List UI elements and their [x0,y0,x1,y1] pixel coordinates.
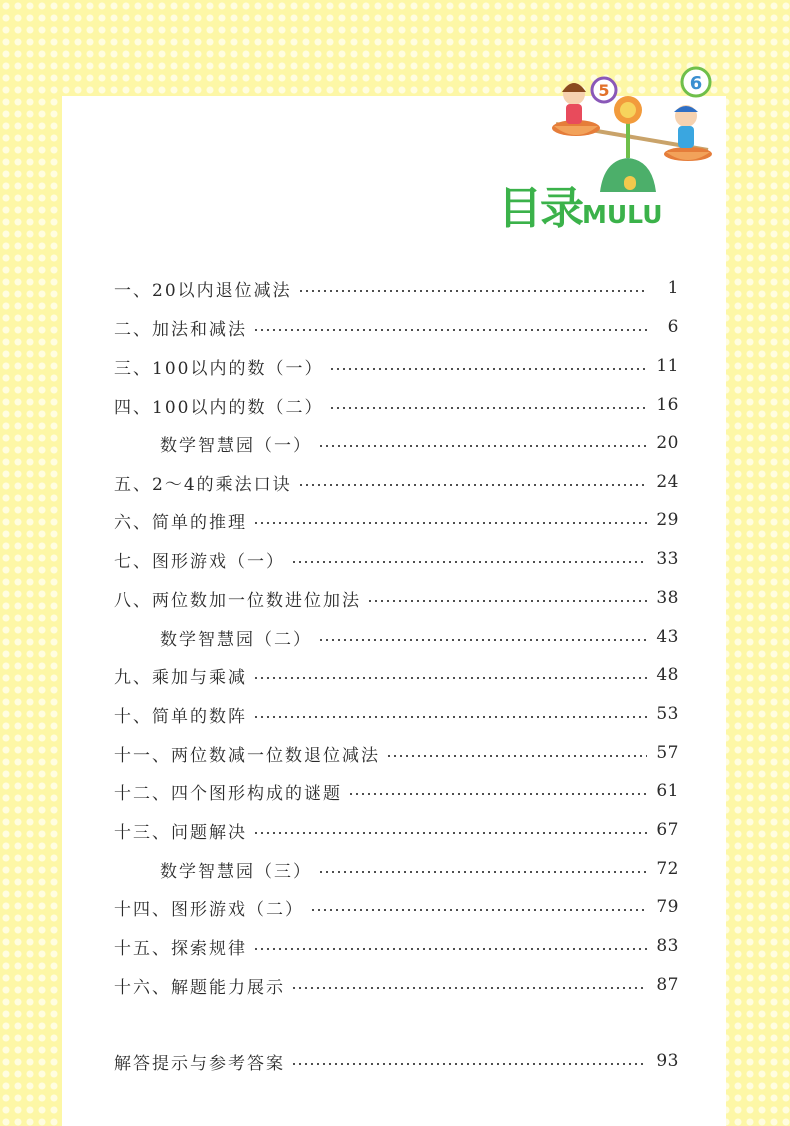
toc-label: 数学智慧园（三） [160,861,312,882]
dot-leader [298,484,647,486]
toc-label: 八、两位数加一位数进位加法 [114,590,361,611]
badge-five: 5 [598,81,610,100]
title-main: 目录 [498,183,582,234]
toc-label: 十五、探索规律 [114,938,247,959]
toc-page-number: 67 [656,820,679,840]
toc-row[interactable] [114,816,679,844]
dot-leader [386,755,647,757]
toc-row[interactable] [114,893,679,921]
toc-page-number: 29 [656,510,679,530]
dot-leader [367,600,647,602]
toc-row[interactable] [114,584,679,612]
toc-page-number: 33 [656,549,679,569]
toc-label: 二、加法和减法 [114,319,247,340]
dot-leader [318,445,647,447]
toc-row[interactable] [114,1047,679,1075]
badge-six: 6 [689,73,703,94]
toc-row[interactable] [114,274,679,302]
toc-page-number: 61 [656,781,679,801]
toc-page-number: 20 [656,433,679,453]
toc-row[interactable] [114,506,679,534]
toc-row[interactable] [160,429,679,457]
toc-page-number: 53 [656,704,679,724]
dot-leader [253,677,647,679]
toc-row[interactable] [114,468,679,496]
page-title [498,172,663,236]
dot-leader [329,368,647,370]
toc-page-number: 48 [656,665,679,685]
toc-row[interactable] [114,545,679,573]
title-latin: MULU [582,200,663,229]
toc-page-number: 57 [656,743,679,763]
toc-page-number: 93 [656,1051,679,1071]
dot-leader [329,407,647,409]
toc-page-number: 43 [656,627,679,647]
toc-row[interactable] [114,739,679,767]
toc-label: 数学智慧园（二） [160,629,312,650]
toc-row[interactable] [114,352,679,380]
toc-row[interactable] [114,971,679,999]
dot-leader [291,1063,647,1065]
dot-leader [253,832,647,834]
toc-page-number: 24 [656,472,679,492]
dot-leader [253,716,647,718]
dot-leader [348,793,647,795]
toc-label: 十二、四个图形构成的谜题 [114,783,342,804]
toc-label: 解答提示与参考答案 [114,1053,285,1074]
toc-row[interactable] [114,700,679,728]
toc-label: 四、100以内的数（二） [114,397,324,418]
toc-label: 六、简单的推理 [114,512,247,533]
dot-leader [253,329,647,331]
toc-row[interactable] [114,932,679,960]
toc-row[interactable] [160,855,679,883]
dot-leader [253,522,647,524]
dot-leader [291,987,647,989]
toc-label: 九、乘加与乘减 [114,667,247,688]
toc-page-number: 72 [656,859,679,879]
dot-leader [298,290,647,292]
toc-page-number: 83 [656,936,679,956]
dot-leader [318,871,647,873]
toc-page-number: 1 [667,278,679,298]
toc-page-number: 79 [656,897,679,917]
toc-label: 十一、两位数减一位数退位减法 [114,745,380,766]
toc-page-number: 16 [656,395,679,415]
toc-row[interactable] [114,313,679,341]
toc-label: 七、图形游戏（一） [114,551,285,572]
dot-leader [310,909,647,911]
toc-page-number: 38 [656,588,679,608]
toc-page-number: 11 [656,356,679,376]
toc-label: 十、简单的数阵 [114,706,247,727]
toc-label: 十六、解题能力展示 [114,977,285,998]
toc-row[interactable] [160,623,679,651]
toc-label: 三、100以内的数（一） [114,358,324,379]
toc-label: 十三、问题解决 [114,822,247,843]
dot-leader [291,561,647,563]
toc-label: 数学智慧园（一） [160,435,312,456]
toc-label: 五、2～4的乘法口诀 [114,474,292,495]
dot-leader [318,639,647,641]
toc-row[interactable] [114,391,679,419]
toc-page-number: 87 [656,975,679,995]
toc-row[interactable] [114,661,679,689]
toc-row[interactable] [114,777,679,805]
toc-label: 十四、图形游戏（二） [114,899,304,920]
dot-leader [253,948,647,950]
toc-page-number: 6 [667,317,679,337]
toc-label: 一、20以内退位减法 [114,280,292,301]
